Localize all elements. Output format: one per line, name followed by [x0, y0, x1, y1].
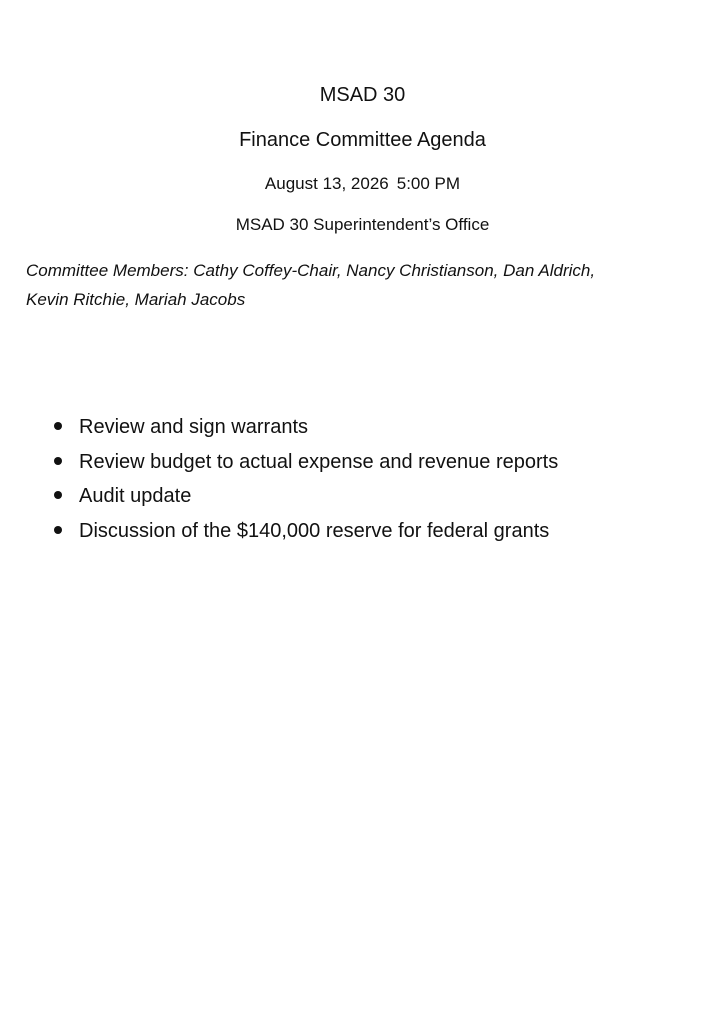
page-title: Finance Committee Agenda	[239, 129, 486, 151]
bullet-icon	[54, 526, 62, 534]
agenda-item-text: Review budget to actual expense and revenue reports	[79, 450, 559, 473]
bullet-icon	[54, 491, 62, 499]
agenda-list	[52, 411, 558, 549]
committee-members	[26, 256, 696, 314]
agenda-item	[52, 446, 558, 481]
meeting-location: MSAD 30 Superintendent’s Office	[235, 215, 490, 234]
organization-name: MSAD 30	[319, 84, 406, 106]
bullet-icon	[54, 422, 62, 430]
agenda-item	[52, 411, 558, 446]
agenda-item-text: Discussion of the $140,000 reserve for federal grants	[79, 519, 550, 542]
committee-members-line-2: Kevin Ritchie, Mariah Jacobs	[26, 290, 246, 309]
agenda-item-text: Audit update	[79, 485, 192, 507]
meeting-date: August 13, 2026	[264, 174, 389, 193]
committee-members-line-1: Committee Members: Cathy Coffey-Chair, Nancy Christianson, Dan Aldrich,	[26, 261, 596, 280]
agenda-item	[52, 515, 558, 550]
agenda-item-text: Review and sign warrants	[79, 416, 308, 438]
agenda-item	[52, 480, 558, 515]
meeting-datetime	[0, 174, 725, 194]
bullet-icon	[54, 457, 62, 465]
meeting-time: 5:00 PM	[396, 174, 461, 193]
